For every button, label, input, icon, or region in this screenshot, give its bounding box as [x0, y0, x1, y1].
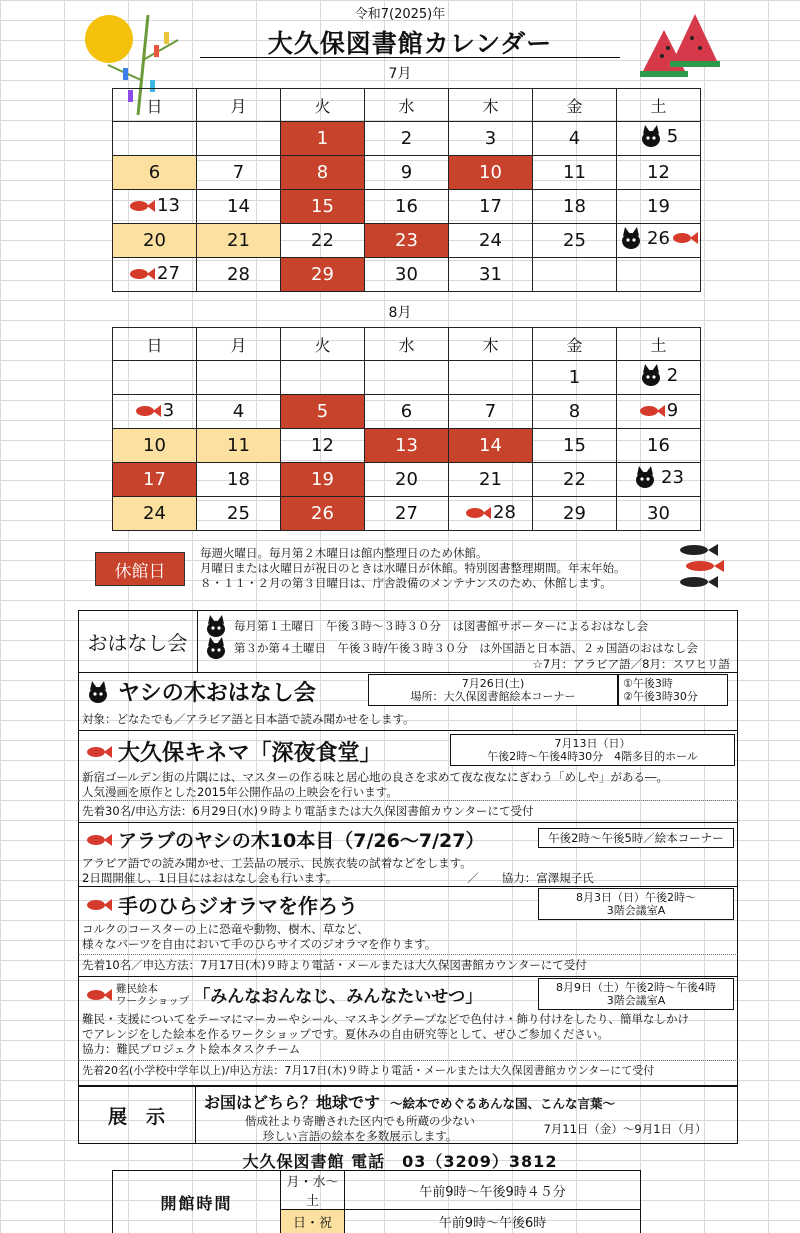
fish-icon — [86, 898, 112, 912]
day-number: 12 — [647, 162, 670, 183]
day-number: 18 — [563, 196, 586, 217]
fish-icon — [135, 404, 161, 418]
calendar-day — [617, 258, 701, 292]
closed-days-notes — [200, 546, 700, 591]
weekday-header: 月 — [197, 89, 281, 122]
calendar-day — [365, 224, 449, 258]
day-number: 10 — [479, 162, 502, 183]
day-number: 9 — [400, 162, 413, 183]
day-number: 28 — [493, 502, 516, 524]
workshop-desc-line: 難民・支援についてをテーマにマーカーやシール、マスキングテープなどで色付け・飾り付けをしたり、簡単なしかけ — [82, 1012, 689, 1026]
workshop-small-label: 難民絵本 — [116, 982, 158, 995]
calendar-day — [281, 156, 365, 190]
calendar-day — [113, 497, 197, 531]
yashi-date: 7月26日(土) — [461, 677, 525, 690]
calendar-day — [365, 190, 449, 224]
calendar-day — [533, 497, 617, 531]
calendar-week — [113, 463, 701, 497]
yashi-title: ヤシの木おはなし会 — [118, 681, 316, 706]
weekday-header: 日 — [113, 89, 197, 122]
calendar-day — [113, 258, 197, 292]
yashi-time: ②午後3時30分 — [623, 690, 698, 703]
workshop-desc-line: でアレンジをした絵本を作るワークショップです。夏休みの自由研究等として、ぜひご参加ください。 — [82, 1027, 609, 1041]
day-number: 22 — [563, 469, 586, 490]
calendar-day — [449, 224, 533, 258]
calendar-day — [113, 429, 197, 463]
day-number: 16 — [647, 435, 670, 456]
library-phone: 大久保図書館 電話 03（3209）3812 — [242, 1152, 558, 1171]
hours-time-holiday: 午前9時～午後6時 — [345, 1210, 641, 1233]
weekday-header: 火 — [281, 89, 365, 122]
weekday-header: 日 — [113, 328, 197, 361]
fish-icon — [465, 506, 491, 520]
calendar-day — [533, 258, 617, 292]
fish-icon — [639, 404, 665, 418]
day-number: 23 — [395, 230, 418, 251]
calendar-week — [113, 156, 701, 190]
day-number: 16 — [395, 196, 418, 217]
day-number: 7 — [232, 162, 245, 183]
fish-decoration-icon — [676, 540, 726, 590]
calendar-day — [449, 156, 533, 190]
diorama-heading — [86, 890, 358, 919]
weekday-header: 木 — [449, 328, 533, 361]
calendar-week — [113, 224, 701, 258]
kinema-desc-line: 人気漫画を原作とした2015年公開作品の上映会を行います。 — [82, 785, 398, 799]
calendar-day — [113, 224, 197, 258]
calendar-day — [197, 429, 281, 463]
calendar-day — [617, 190, 701, 224]
day-number: 23 — [661, 466, 684, 488]
arab-title: アラブのヤシの木10本目（7/26～7/27） — [118, 830, 485, 852]
day-number: 1 — [568, 367, 581, 388]
august-label: 8月 — [388, 305, 412, 321]
arab-desc-line: 2日間開催し、1日目にはおはなし会も行います。 — [82, 871, 338, 885]
title-underline — [200, 57, 620, 58]
day-number: 4 — [232, 401, 245, 422]
cat-icon — [204, 636, 230, 660]
day-number: 19 — [647, 196, 670, 217]
calendar-week — [113, 395, 701, 429]
calendar-day — [533, 429, 617, 463]
day-number: 2 — [400, 128, 413, 149]
day-number: 17 — [479, 196, 502, 217]
day-number: 15 — [563, 435, 586, 456]
exhibit-subtitle: ～絵本でめぐるあんな国、こんな言葉～ — [390, 1096, 616, 1111]
calendar-day — [449, 429, 533, 463]
calendar-day — [197, 224, 281, 258]
opening-hours-table — [112, 1170, 641, 1233]
closed-line: ８・１１・２月の第３日曜日は、庁舎設備のメンテナンスのため、休館します。 — [200, 576, 612, 590]
calendar-day — [449, 190, 533, 224]
day-number: 25 — [563, 230, 586, 251]
hours-label: 開館時間 — [113, 1171, 281, 1233]
calendar-day — [533, 463, 617, 497]
day-number: 25 — [227, 503, 250, 524]
workshop-small-label: ワークショップ — [116, 994, 190, 1007]
calendar-week — [113, 497, 701, 531]
divider — [78, 976, 738, 977]
arab-coop: ／ 協力：富澤規子氏 — [467, 871, 594, 885]
calendar-day — [281, 122, 365, 156]
weekday-header: 土 — [617, 89, 701, 122]
diorama-date-box — [538, 888, 734, 920]
calendar-day — [533, 156, 617, 190]
calendar-day — [449, 497, 533, 531]
calendar-day — [617, 395, 701, 429]
calendar-day — [281, 429, 365, 463]
calendar-day — [197, 497, 281, 531]
day-number: 2 — [666, 364, 679, 386]
weekday-header: 金 — [533, 328, 617, 361]
kinema-title: 大久保キネマ「深夜食堂」 — [118, 741, 382, 766]
hours-days-holiday: 日・祝 — [281, 1210, 345, 1233]
day-number: 24 — [143, 503, 166, 524]
fish-icon — [86, 988, 112, 1002]
calendar-day — [533, 190, 617, 224]
day-number: 21 — [227, 230, 250, 251]
calendar-week — [113, 190, 701, 224]
calendar-day — [281, 190, 365, 224]
page-title: 大久保図書館カレンダー — [267, 29, 553, 58]
ohanashi-line1 — [204, 614, 734, 638]
yashi-date-box — [368, 674, 618, 706]
cat-icon — [633, 465, 659, 489]
fish-icon — [86, 833, 112, 847]
calendar-day — [281, 395, 365, 429]
calendar-day — [449, 122, 533, 156]
cat-icon — [86, 680, 112, 704]
cat-icon — [204, 614, 230, 638]
day-number: 30 — [395, 264, 418, 285]
exhibit-desc-line: 珍しい言語の絵本を多数展示します。 — [262, 1129, 458, 1143]
calendar-day — [617, 122, 701, 156]
day-number: 5 — [666, 125, 679, 147]
arab-time: 午後2時～午後5時／絵本コーナー — [538, 828, 734, 848]
day-number: 15 — [311, 196, 334, 217]
calendar-day — [197, 190, 281, 224]
day-number: 6 — [400, 401, 413, 422]
workshop-title: 「みんなおんなじ、みんなたいせつ」 — [193, 987, 483, 1007]
day-number: 14 — [227, 196, 250, 217]
divider — [78, 1060, 738, 1061]
calendar-day — [617, 429, 701, 463]
calendar-day — [281, 463, 365, 497]
day-number: 27 — [157, 263, 180, 285]
day-number: 8 — [316, 162, 329, 183]
exhibit-desc-line: 偕成社より寄贈された区内でも所蔵の少ない — [245, 1114, 475, 1128]
august-calendar — [112, 327, 701, 531]
july-label: 7月 — [388, 66, 412, 82]
day-number: 11 — [563, 162, 586, 183]
calendar-day — [113, 463, 197, 497]
day-number: 26 — [311, 503, 334, 524]
day-number: 29 — [311, 264, 334, 285]
ohanashi-label: おはなし会 — [78, 610, 198, 672]
day-number: 27 — [395, 503, 418, 524]
diorama-desc-line: 様々なパーツを自由において手のひらサイズのジオラマを作ります。 — [82, 937, 437, 951]
weekday-header: 水 — [365, 89, 449, 122]
day-number: 31 — [479, 264, 502, 285]
ohanashi-languages: ☆7月：アラビア語／8月：スワヒリ語 — [532, 657, 730, 671]
calendar-day — [449, 463, 533, 497]
calendar-day — [617, 224, 701, 258]
fish-icon — [129, 267, 155, 281]
weekday-header: 土 — [617, 328, 701, 361]
workshop-date-box — [538, 978, 734, 1010]
calendar-day — [365, 122, 449, 156]
weekday-header: 木 — [449, 89, 533, 122]
ohanashi-text: 第３か第４土曜日 午後３時/午後３時３０分 は外国語と日本語、２ヵ国語のおはなし会 — [234, 640, 698, 655]
diorama-apply: 先着10名／申込方法：7月17日(木)９時より電話・メールまたは大久保図書館カウンターにて受付 — [82, 958, 587, 972]
calendar-day — [281, 258, 365, 292]
calendar-day — [197, 361, 281, 395]
calendar-day — [533, 395, 617, 429]
calendar-day — [113, 122, 197, 156]
day-number: 6 — [148, 162, 161, 183]
weekday-header: 月 — [197, 328, 281, 361]
calendar-day — [113, 156, 197, 190]
calendar-day — [113, 190, 197, 224]
workshop-description — [82, 1012, 736, 1057]
fish-icon — [129, 199, 155, 213]
day-number: 28 — [227, 264, 250, 285]
kinema-apply: 先着30名/申込方法：6月29日(水)９時より電話または大久保図書館カウンターにて受付 — [82, 804, 534, 818]
calendar-week — [113, 429, 701, 463]
calendar-day — [281, 224, 365, 258]
exhibit-period: 7月11日（金）～9月1日（月） — [543, 1122, 707, 1136]
workshop-date: 8月9日（土）午後2時～午後4時 — [556, 981, 716, 994]
day-number: 26 — [647, 227, 670, 249]
weekday-header: 水 — [365, 328, 449, 361]
calendar-day — [533, 122, 617, 156]
workshop-heading — [86, 982, 482, 1007]
fish-icon — [86, 745, 112, 759]
yashi-time-box — [618, 674, 728, 706]
kinema-date-box — [450, 734, 735, 766]
kinema-description — [82, 770, 732, 800]
closed-line: 毎週火曜日。毎月第２木曜日は館内整理日のため休館。 — [200, 546, 488, 560]
arab-heading — [86, 826, 484, 853]
calendar-day — [365, 429, 449, 463]
calendar-day — [365, 497, 449, 531]
hours-time-weekday: 午前9時～午後9時４５分 — [345, 1171, 641, 1210]
calendar-day — [281, 361, 365, 395]
july-calendar — [112, 88, 701, 292]
closed-line: 月曜日または火曜日が祝日のときは水曜日が休館。特別図書整理期間。年末年始。 — [200, 561, 626, 575]
cat-icon — [639, 124, 665, 148]
exhibit-heading — [204, 1090, 734, 1113]
weekday-header: 火 — [281, 328, 365, 361]
calendar-day — [197, 258, 281, 292]
era-year: 令和7(2025)年 — [354, 7, 446, 22]
day-number: 20 — [395, 469, 418, 490]
day-number: 14 — [479, 435, 502, 456]
day-number: 24 — [479, 230, 502, 251]
calendar-day — [533, 224, 617, 258]
closed-days-badge: 休館日 — [95, 552, 185, 586]
divider — [78, 822, 738, 823]
workshop-apply: 先着20名(小学校中学年以上)/申込方法：7月17日(木)９時より電話・メールまたは大久保図書館カウンターにて受付 — [82, 1064, 655, 1077]
divider — [78, 954, 738, 955]
yashi-place: 場所：大久保図書館絵本コーナー — [410, 690, 576, 703]
calendar-day — [197, 122, 281, 156]
day-number: 9 — [666, 400, 679, 422]
day-number: 4 — [568, 128, 581, 149]
calendar-day — [365, 361, 449, 395]
divider — [78, 800, 738, 801]
day-number: 13 — [395, 435, 418, 456]
yashi-time: ①午後3時 — [623, 677, 673, 690]
kinema-desc-line: 新宿ゴールデン街の片隅には、マスターの作る味と居心地の良さを求めて夜な夜なにぎわう「めしや」がある―。 — [82, 770, 669, 784]
calendar-day — [617, 361, 701, 395]
day-number: 30 — [647, 503, 670, 524]
calendar-week — [113, 361, 701, 395]
yashi-description: 対象：どなたでも／アラビア語と日本語で読み聞かせをします。 — [82, 712, 415, 726]
day-number: 18 — [227, 469, 250, 490]
day-number: 29 — [563, 503, 586, 524]
exhibit-description — [210, 1114, 510, 1144]
diorama-date: 8月3日（日）午後2時～ — [576, 891, 696, 904]
kinema-time: 午後2時～午後4時30分 4階多目的ホール — [487, 750, 698, 763]
diorama-place: 3階会議室A — [606, 904, 666, 917]
calendar-day — [449, 361, 533, 395]
calendar-day — [113, 395, 197, 429]
divider — [78, 672, 738, 673]
calendar-day — [365, 395, 449, 429]
kinema-heading — [86, 736, 382, 767]
hours-days-weekday: 月・水～土 — [281, 1171, 345, 1210]
diorama-title: 手のひらジオラマを作ろう — [118, 894, 358, 918]
calendar-day — [365, 156, 449, 190]
arab-desc-line: アラビア語での読み聞かせ、工芸品の展示、民族衣装の試着などをします。 — [82, 856, 472, 870]
exhibit-label: 展 示 — [78, 1086, 196, 1144]
fish-icon — [672, 231, 698, 245]
day-number: 13 — [157, 195, 180, 217]
calendar-week — [113, 258, 701, 292]
ohanashi-text: 毎月第１土曜日 午後３時～３時３０分 は図書館サポーターによるおはなし会 — [234, 618, 648, 633]
calendar-day — [197, 463, 281, 497]
cat-icon — [619, 226, 645, 250]
cat-icon — [639, 363, 665, 387]
day-number: 22 — [311, 230, 334, 251]
yashi-heading — [86, 676, 316, 707]
day-number: 5 — [316, 401, 329, 422]
arab-description — [82, 856, 732, 886]
workshop-desc-line: 協力：難民プロジェクト絵本タスクチーム — [82, 1042, 301, 1056]
calendar-day — [449, 258, 533, 292]
diorama-description — [82, 922, 732, 952]
calendar-day — [281, 497, 365, 531]
day-number: 3 — [484, 128, 497, 149]
watermelon-icon — [632, 8, 722, 83]
weekday-header: 金 — [533, 89, 617, 122]
day-number: 20 — [143, 230, 166, 251]
day-number: 12 — [311, 435, 334, 456]
calendar-day — [617, 156, 701, 190]
day-number: 10 — [143, 435, 166, 456]
exhibit-title: お国はどちら？地球です — [204, 1093, 381, 1112]
day-number: 3 — [162, 400, 175, 422]
calendar-day — [617, 463, 701, 497]
calendar-day — [197, 156, 281, 190]
calendar-day — [197, 395, 281, 429]
day-number: 21 — [479, 469, 502, 490]
calendar-day — [533, 361, 617, 395]
day-number: 8 — [568, 401, 581, 422]
kinema-date: 7月13日（日） — [554, 737, 631, 750]
day-number: 11 — [227, 435, 250, 456]
calendar-day — [365, 463, 449, 497]
workshop-place: 3階会議室A — [606, 994, 666, 1007]
day-number: 17 — [143, 469, 166, 490]
calendar-week — [113, 122, 701, 156]
divider — [78, 730, 738, 731]
day-number: 1 — [316, 128, 329, 149]
calendar-day — [449, 395, 533, 429]
divider — [78, 886, 738, 887]
day-number: 7 — [484, 401, 497, 422]
diorama-desc-line: コルクのコースターの上に恐竜や動物、樹木、草など、 — [82, 922, 369, 936]
calendar-day — [113, 361, 197, 395]
calendar-day — [365, 258, 449, 292]
calendar-day — [617, 497, 701, 531]
day-number: 19 — [311, 469, 334, 490]
